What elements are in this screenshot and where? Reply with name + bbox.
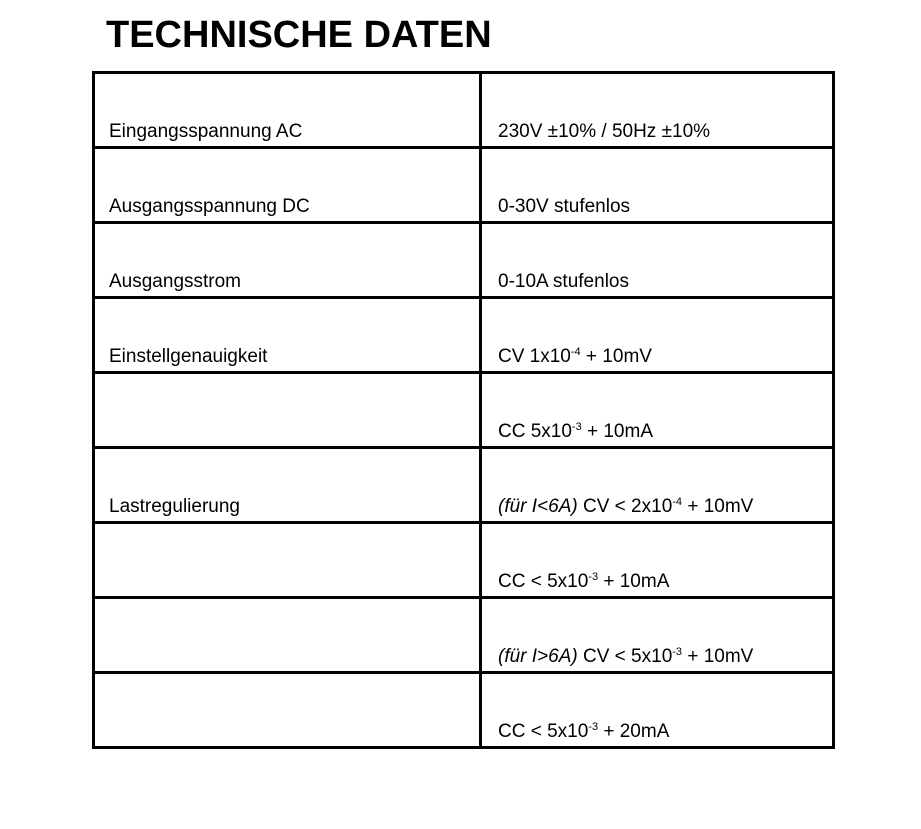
page-title: TECHNISCHE DATEN xyxy=(106,14,492,56)
param-cell: Einstellgenauigkeit xyxy=(94,298,481,373)
value-cell: 0-10A stufenlos xyxy=(481,223,834,298)
condition-text: (für I>6A) xyxy=(498,646,578,667)
value-cell xyxy=(481,523,834,598)
param-cell xyxy=(94,523,481,598)
param-cell xyxy=(94,373,481,448)
param-cell: Lastregulierung xyxy=(94,448,481,523)
value-cell xyxy=(481,298,834,373)
value-exponent: -4 xyxy=(672,496,683,508)
table-row xyxy=(94,373,834,448)
param-cell xyxy=(94,673,481,748)
value-text: + 10mA xyxy=(598,571,670,592)
value-text: + 10mV xyxy=(682,646,754,667)
value-cell: 230V ±10% / 50Hz ±10% xyxy=(481,73,834,148)
param-cell: Ausgangsstrom xyxy=(94,223,481,298)
value-cell: 0-30V stufenlos xyxy=(481,148,834,223)
param-cell: Ausgangsspannung DC xyxy=(94,148,481,223)
value-cell xyxy=(481,673,834,748)
specs-table xyxy=(92,71,835,749)
value-text: CC < 5x10 xyxy=(498,571,589,592)
table-row xyxy=(94,448,834,523)
param-cell: Eingangsspannung AC xyxy=(94,73,481,148)
value-exponent: -3 xyxy=(571,421,582,433)
value-cell xyxy=(481,448,834,523)
value-text: CC 5x10 xyxy=(498,421,572,442)
value-text: CC < 5x10 xyxy=(498,721,589,742)
table-row xyxy=(94,298,834,373)
value-exponent: -3 xyxy=(588,721,599,733)
table-row xyxy=(94,673,834,748)
value-text: + 10mA xyxy=(581,421,653,442)
value-cell xyxy=(481,373,834,448)
value-cell xyxy=(481,598,834,673)
value-text: + 10mV xyxy=(580,346,652,367)
table-row xyxy=(94,598,834,673)
value-text: CV 1x10 xyxy=(498,346,571,367)
value-text: + 20mA xyxy=(598,721,670,742)
value-text: + 10mV xyxy=(682,496,754,517)
condition-text: (für I<6A) xyxy=(498,496,578,517)
table-row xyxy=(94,73,834,148)
table-row xyxy=(94,223,834,298)
value-text: CV < 5x10 xyxy=(577,646,673,667)
value-exponent: -3 xyxy=(672,646,683,658)
table-row xyxy=(94,148,834,223)
value-text: CV < 2x10 xyxy=(577,496,673,517)
value-exponent: -3 xyxy=(588,571,599,583)
param-cell xyxy=(94,598,481,673)
value-exponent: -4 xyxy=(570,346,581,358)
table-row xyxy=(94,523,834,598)
